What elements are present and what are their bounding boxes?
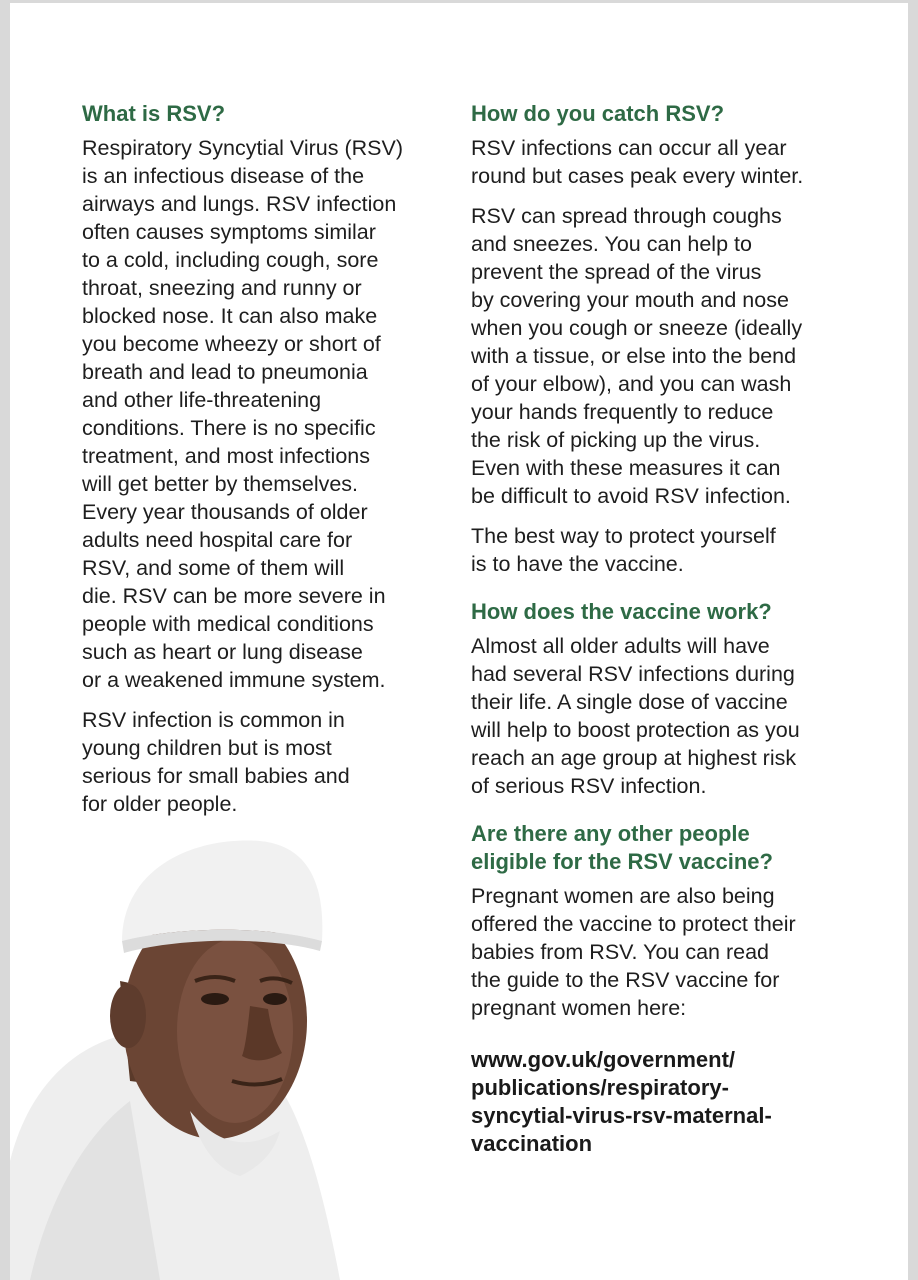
paragraph-rsv-spread: RSV can spread through coughs and sneezes. You can help to prevent the spread of the virus by covering your mouth and nose when you cough or sneeze (ideally with a tissue, or else into the bend of your elbow), and you can wash your hands frequently to reduce the risk of picking up the virus. Even with these measures it can be difficult to avoid RSV infection. [471,204,803,508]
heading-how-vaccine-works: How does the vaccine work? [471,599,772,624]
right-column [471,100,841,1158]
paragraph-pregnant-women: Pregnant women are also being offered the vaccine to protect their babies from RSV. You can read the guide to the RSV vaccine for pregnant women here: [471,884,796,1020]
elderly-man-portrait [10,831,340,1280]
heading-other-eligible: Are there any other people eligible for the RSV vaccine? [471,821,773,874]
maternal-vaccination-url: www.gov.uk/government/ publications/respiratory- syncytial-virus-rsv-maternal- vaccination [471,1047,772,1156]
leaflet-page [10,3,908,1280]
heading-what-is-rsv: What is RSV? [82,101,226,126]
heading-how-catch-rsv: How do you catch RSV? [471,101,725,126]
paragraph-vaccine-works: Almost all older adults will have had several RSV infections during their life. A single dose of vaccine will help to boost protection as you reach an age group at highest risk of serious RSV infection. [471,634,800,798]
paragraph-best-protection: The best way to protect yourself is to have the vaccine. [471,524,776,576]
paragraph-rsv-seasonal: RSV infections can occur all year round but cases peak every winter. [471,136,804,188]
left-column [82,100,427,830]
paragraph-rsv-common: RSV infection is common in young children but is most serious for small babies and for older people. [82,708,350,816]
paragraph-rsv-description: Respiratory Syncytial Virus (RSV) is an infectious disease of the airways and lungs. RSV infection often causes symptoms similar to a cold, including cough, sore throat, sneezing and runny or blocked nose. It can also make you become wheezy or short of breath and lead to pneumonia and other life-threatening conditions. There is no specific treatment, and most infections will get better by themselves. Every year thousands of older adults need hospital care for RSV, and some of them will die. RSV can be more severe in people with medical conditions such as heart or lung disease or a weakened immune system. [82,136,403,692]
